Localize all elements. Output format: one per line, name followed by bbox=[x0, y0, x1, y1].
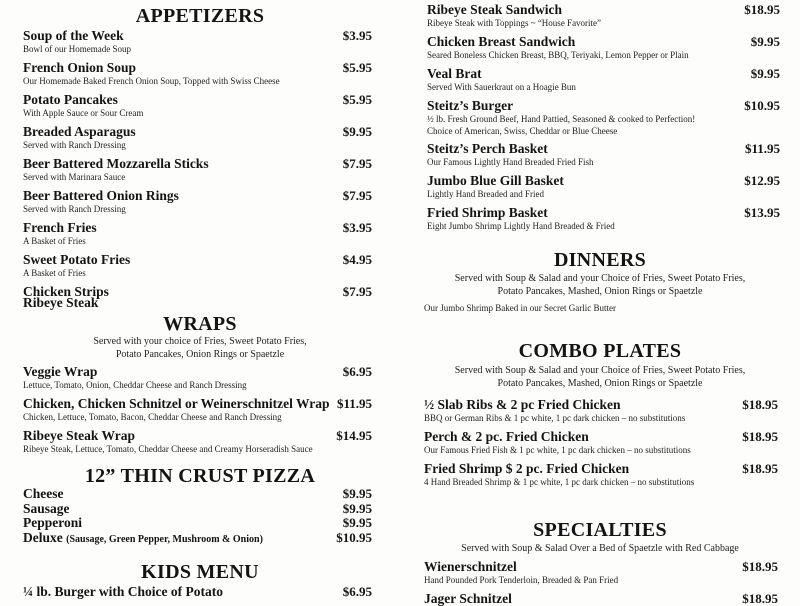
menu-item-name-text: Breaded Asparagus bbox=[23, 124, 136, 139]
specialties-heading: SPECIALTIES bbox=[533, 519, 667, 541]
menu-item-name bbox=[427, 34, 575, 49]
combo-subtitle: Potato Pancakes, Mashed, Onion Rings or Spaetzle bbox=[497, 378, 703, 389]
menu-item-name-text: Ribeye Steak Sandwich bbox=[427, 2, 563, 17]
menu-item-description: Seared Boneless Chicken Breast, BBQ, Teriyaki, Lemon Pepper or Plain bbox=[427, 50, 689, 60]
menu-item-name-text: Chicken, Chicken Schnitzel or Weinerschnitzel Wrap bbox=[23, 396, 330, 411]
dinners-subtitle: Potato Pancakes, Mashed, Onion Rings or Spaetzle bbox=[497, 286, 703, 297]
menu-item-name bbox=[23, 515, 82, 530]
menu-item-description: With Apple Sauce or Sour Cream bbox=[23, 108, 144, 118]
menu-item-description: Lettuce, Tomato, Onion, Cheddar Cheese and Ranch Dressing bbox=[23, 380, 247, 390]
menu-item-name-text: Jager Schnitzel bbox=[424, 591, 512, 606]
menu-item-name-text: Perch & 2 pc. Fried Chicken bbox=[424, 429, 589, 444]
menu-item-name bbox=[427, 141, 548, 156]
menu-item-name bbox=[23, 252, 130, 267]
menu-item-description: Eight Jumbo Shrimp Lightly Hand Breaded & Fried bbox=[427, 221, 615, 231]
menu-item-price: $11.95 bbox=[744, 141, 780, 156]
wraps-heading: WRAPS bbox=[163, 313, 237, 335]
menu-item-name bbox=[427, 66, 482, 81]
dinners-heading: DINNERS bbox=[553, 249, 647, 271]
menu-item-name-text: Fried Shrimp Basket bbox=[427, 205, 548, 220]
menu-item-name-text: Beer Battered Onion Rings bbox=[23, 188, 179, 203]
appetizers-heading: APPETIZERS bbox=[135, 5, 265, 27]
menu-item-price: $13.95 bbox=[744, 205, 780, 220]
right-menu-column bbox=[400, 0, 800, 606]
menu-item-name bbox=[424, 591, 512, 606]
menu-item-price: $7.95 bbox=[342, 284, 372, 299]
menu-item-name-text: Wienerschnitzel bbox=[424, 559, 517, 574]
menu-item-name bbox=[427, 2, 562, 17]
dinners-note: Our Jumbo Shrimp Baked in our Secret Garlic Butter bbox=[424, 303, 616, 313]
menu-item-name-text: Chicken Strips bbox=[23, 284, 109, 299]
menu-item-name-text: Ribeye Steak Wrap bbox=[23, 428, 136, 443]
menu-item-name bbox=[427, 205, 548, 220]
menu-item-name-text: Cheese bbox=[23, 486, 64, 501]
menu-item-name-text: Potato Pancakes bbox=[23, 92, 118, 107]
wraps-subtitle: Served with your choice of Fries, Sweet Potato Fries, bbox=[93, 336, 307, 347]
menu-item-price: $3.95 bbox=[342, 220, 372, 235]
menu-item-description: BBQ or German Ribs & 1 pc white, 1 pc dark chicken – no substitutions bbox=[424, 413, 686, 423]
menu-item-description: Our Homemade Baked French Onion Soup, Topped with Swiss Cheese bbox=[23, 76, 280, 86]
menu-item-name bbox=[23, 396, 330, 411]
combo-subtitle: Served with Soup & Salad and your Choice of Fries, Sweet Potato Fries, bbox=[454, 365, 746, 376]
menu-item-price: $6.95 bbox=[342, 364, 372, 379]
menu-item-price: $18.95 bbox=[742, 397, 778, 412]
menu-item-description: 4 Hand Breaded Shrimp & 1 pc white, 1 pc dark chicken – no substitutions bbox=[424, 477, 695, 487]
menu-item-name bbox=[23, 364, 97, 379]
menu-item-description: ½ lb. Fresh Ground Beef, Hand Pattied, Seasoned & cooked to Perfection! bbox=[427, 114, 696, 124]
menu-item-name bbox=[424, 559, 517, 574]
menu-item-name bbox=[23, 220, 97, 235]
menu-item-price: $4.95 bbox=[342, 252, 372, 267]
menu-item-price: $10.95 bbox=[744, 98, 780, 113]
specialties-subtitle: Served with Soup & Salad Over a Bed of Spaetzle with Red Cabbage bbox=[461, 543, 739, 554]
menu-item-price: $18.95 bbox=[742, 429, 778, 444]
menu-item-price: $18.95 bbox=[744, 2, 780, 17]
menu-item-name-text: Jumbo Blue Gill Basket bbox=[427, 173, 564, 188]
menu-item-name bbox=[23, 60, 136, 75]
menu-item-description: Choice of American, Swiss, Cheddar or Blue Cheese bbox=[427, 126, 618, 136]
menu-item-name bbox=[23, 124, 136, 139]
menu-item-name bbox=[427, 98, 513, 113]
menu-item-price: $9.95 bbox=[750, 66, 780, 81]
menu-item-name-text: Soup of the Week bbox=[23, 28, 124, 43]
left-menu-column bbox=[0, 0, 400, 600]
menu-item-description: A Basket of Fries bbox=[23, 268, 86, 278]
menu-item-name-text: Pepperoni bbox=[23, 515, 83, 530]
kids-menu-heading: KIDS MENU bbox=[141, 561, 259, 583]
menu-item-name-text: ½ Slab Ribs & 2 pc Fried Chicken bbox=[424, 397, 621, 412]
menu-item-price: $6.95 bbox=[342, 584, 372, 599]
menu-item-description: Hand Pounded Pork Tenderloin, Breaded & Pan Fried bbox=[424, 575, 619, 585]
menu-item-price: $7.95 bbox=[342, 156, 372, 171]
menu-item-price: $10.95 bbox=[336, 530, 372, 545]
menu-item-price: $9.95 bbox=[342, 515, 372, 530]
menu-item-description: Served with Ranch Dressing bbox=[23, 140, 126, 150]
menu-item-name-text: Veggie Wrap bbox=[23, 364, 98, 379]
menu-item-description: Ribeye Steak, Lettuce, Tomato, Cheddar Cheese and Creamy Horseradish Sauce bbox=[23, 444, 313, 454]
menu-item-price: $14.95 bbox=[336, 428, 372, 443]
menu-item-description: Ribeye Steak with Toppings ~ “House Favorite” bbox=[427, 18, 602, 28]
menu-item-name-text: ¼ lb. Burger with Choice of Potato bbox=[23, 584, 223, 599]
menu-item-description: Chicken, Lettuce, Tomato, Bacon, Cheddar Cheese and Ranch Dressing bbox=[23, 412, 282, 422]
menu-item-price: $9.95 bbox=[342, 486, 372, 501]
combo-plates-heading: COMBO PLATES bbox=[518, 340, 682, 362]
menu-item-price: $9.95 bbox=[342, 124, 372, 139]
menu-item-name-text: Fried Shrimp $ 2 pc. Fried Chicken bbox=[424, 461, 630, 476]
cut-off-item: Ribeye Steak bbox=[23, 295, 99, 310]
dinners-subtitle: Served with Soup & Salad and your Choice of Fries, Sweet Potato Fries, bbox=[454, 273, 746, 284]
menu-item-description: Served with Marinara Sauce bbox=[23, 172, 126, 182]
menu-item-name-text: Sausage bbox=[23, 501, 70, 516]
menu-item-name bbox=[23, 584, 223, 599]
menu-item-price: $7.95 bbox=[342, 188, 372, 203]
menu-item-price: $5.95 bbox=[342, 60, 372, 75]
menu-item-name-text: Steitz’s Perch Basket bbox=[427, 141, 548, 156]
menu-item-description: Bowl of our Homemade Soup bbox=[23, 44, 131, 54]
menu-item-name bbox=[23, 28, 124, 43]
menu-item-price: $11.95 bbox=[336, 396, 372, 411]
menu-item-name bbox=[23, 501, 70, 516]
menu-item-name bbox=[427, 173, 564, 188]
menu-item-price: $5.95 bbox=[342, 92, 372, 107]
menu-item-price: $18.95 bbox=[742, 461, 778, 476]
menu-item-name bbox=[23, 156, 209, 171]
menu-item-name-text: Chicken Breast Sandwich bbox=[427, 34, 576, 49]
menu-item-name bbox=[424, 461, 629, 476]
menu-item-name bbox=[23, 486, 64, 501]
menu-item-name bbox=[424, 397, 621, 412]
menu-item-description: Served with Ranch Dressing bbox=[23, 204, 126, 214]
menu-item-description: Our Famous Fried Fish & 1 pc white, 1 pc dark chicken – no substitutions bbox=[424, 445, 691, 455]
menu-item-name-text: Beer Battered Mozzarella Sticks bbox=[23, 156, 209, 171]
menu-item-price: $9.95 bbox=[750, 34, 780, 49]
menu-item-description: Lightly Hand Breaded and Fried bbox=[427, 189, 544, 199]
menu-item-name-text: French Onion Soup bbox=[23, 60, 137, 75]
menu-item-name bbox=[424, 429, 589, 444]
menu-item-name-text: Veal Brat bbox=[427, 66, 482, 81]
menu-item-price: $3.95 bbox=[342, 28, 372, 43]
menu-item-name bbox=[23, 428, 135, 443]
menu-item-price: $12.95 bbox=[744, 173, 780, 188]
menu-item-name bbox=[23, 188, 179, 203]
menu-item-name bbox=[23, 92, 118, 107]
menu-item-name bbox=[23, 284, 109, 299]
menu-item-name-text: Deluxe bbox=[23, 530, 63, 545]
menu-item-name-text: French Fries bbox=[23, 220, 97, 235]
wraps-subtitle: Potato Pancakes, Onion Rings or Spaetzle bbox=[115, 349, 285, 360]
menu-item-price: $9.95 bbox=[342, 501, 372, 516]
menu-item-description: Our Famous Lightly Hand Breaded Fried Fish bbox=[427, 157, 594, 167]
menu-item-price: $18.95 bbox=[742, 559, 778, 574]
menu-item-note: (Sausage, Green Pepper, Mushroom & Onion) bbox=[66, 534, 263, 545]
menu-item-description: A Basket of Fries bbox=[23, 236, 86, 246]
menu-item-name-text: Sweet Potato Fries bbox=[23, 252, 131, 267]
menu-item-description: Served With Sauerkraut on a Hoagie Bun bbox=[427, 82, 576, 92]
pizza-heading: 12” THIN CRUST PIZZA bbox=[84, 465, 316, 487]
menu-item-name bbox=[23, 530, 263, 547]
menu-item-price: $18.95 bbox=[742, 591, 778, 606]
menu-item-name-text: Steitz’s Burger bbox=[427, 98, 514, 113]
